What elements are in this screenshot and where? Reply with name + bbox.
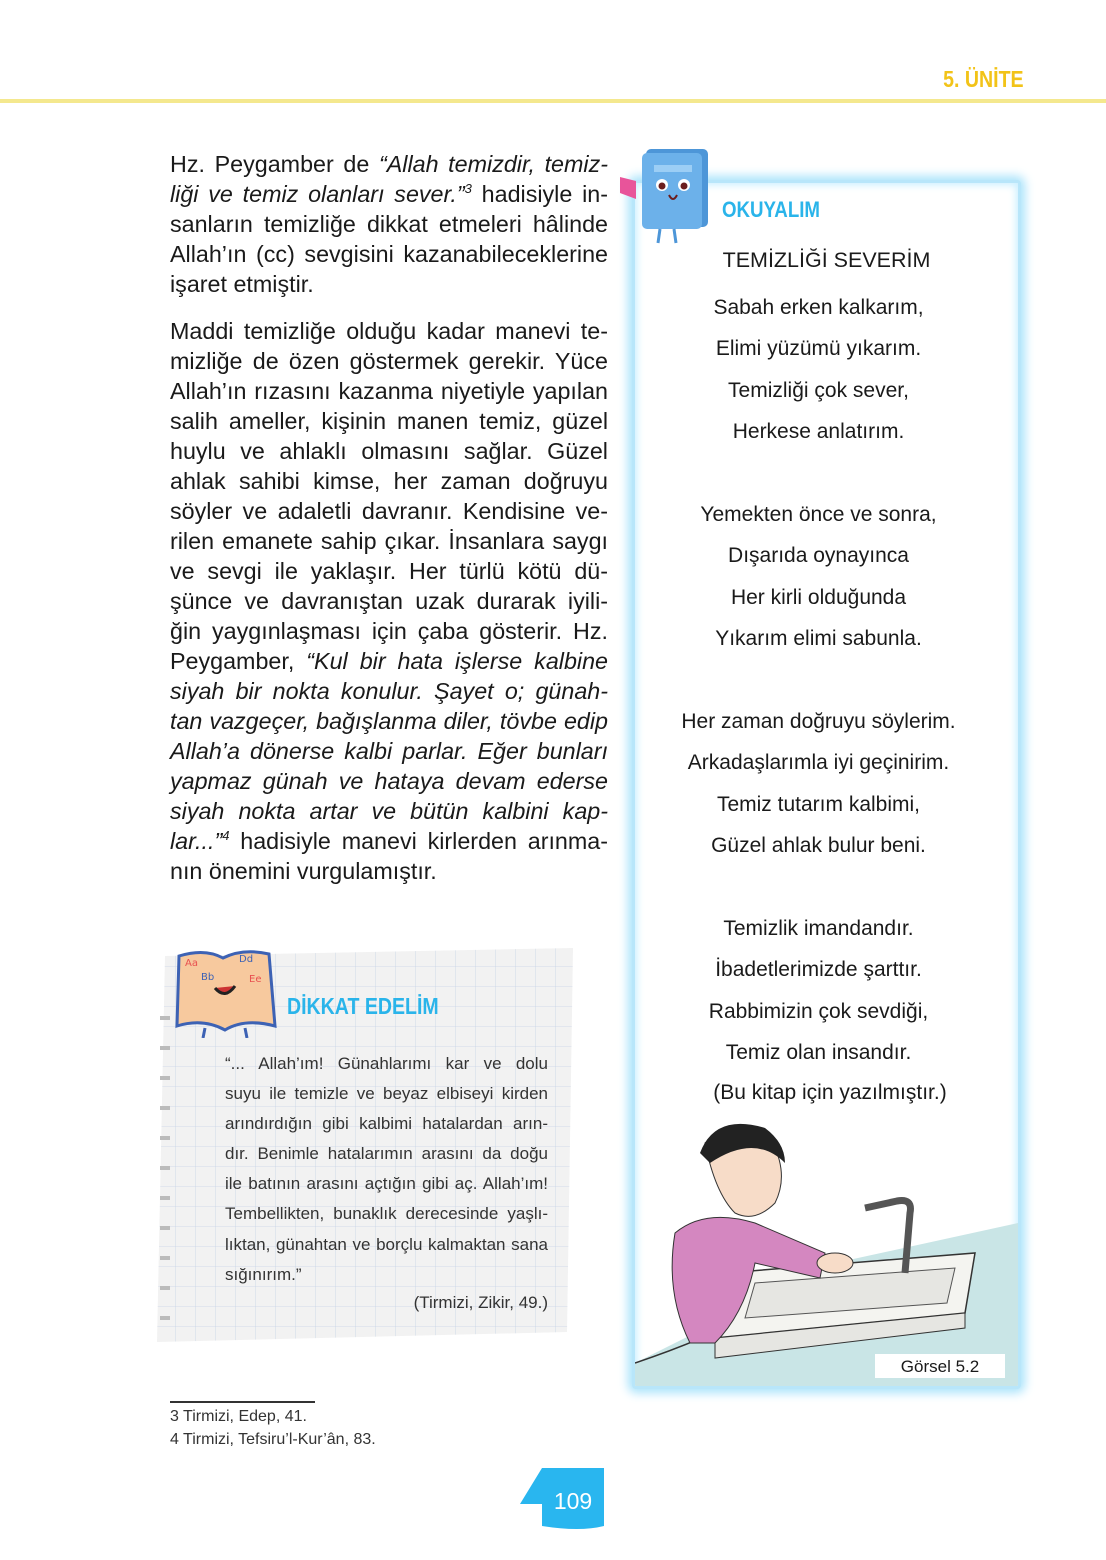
quote-source: (Tirmizi, Zikir, 49.)	[413, 1293, 548, 1312]
header-rule	[0, 99, 1106, 103]
text-line	[170, 239, 608, 269]
text-segment: ahlak sahibi kimse, her zaman doğruyu	[170, 468, 608, 494]
text-line	[170, 269, 608, 299]
footnote-ref: 3	[464, 181, 472, 197]
svg-text:Dd: Dd	[239, 954, 254, 965]
text-segment: “Kul bir hata işlerse kalbine	[306, 648, 608, 674]
text-line	[170, 406, 608, 436]
poem	[632, 291, 1005, 1077]
poem-line: Temizliği çok sever,	[728, 378, 909, 402]
text-line	[170, 496, 608, 526]
text-line	[170, 149, 608, 179]
body-text	[170, 149, 608, 903]
quote-line: lıktan, günahtan ve borçlu kalmaktan sana	[225, 1234, 548, 1254]
alphabet-book-mascot-icon	[165, 948, 285, 1038]
text-segment: siyah nokta artar ve bütün kalbini kap-	[170, 798, 608, 824]
svg-text:Aa: Aa	[185, 958, 198, 969]
poem-line: Dışarıda oynayınca	[728, 544, 909, 568]
footnote-4: 4 Tirmizi, Tefsiru’l-Kur’ân, 83.	[170, 1431, 376, 1448]
text-segment: Allah’ın rızasını kazanma niyetiyle yapılan	[170, 378, 608, 404]
quote-line: arındırdığın gibi kalbimi hatalardan arın-	[225, 1114, 548, 1134]
poem-line: Güzel ahlak bulur beni.	[711, 834, 926, 858]
text-segment: liği ve temiz olanları sever.”	[170, 181, 465, 207]
poem-line: Her kirli olduğunda	[730, 585, 907, 609]
text-line	[170, 676, 608, 706]
text-segment: yapmaz günah ve hataya devam ederse	[170, 768, 608, 794]
text-line	[170, 766, 608, 796]
text-segment: nın önemini vurgulamıştır.	[170, 858, 437, 884]
text-segment: ğin yaygınlaşması için çaba gösterir. Hz.	[170, 618, 608, 644]
poem-line: İbadetlerimizde şarttır.	[715, 958, 922, 982]
text-line	[170, 826, 608, 856]
text-line	[170, 346, 608, 376]
text-line	[170, 616, 608, 646]
dikkat-edelim-label: DİKKAT EDELİM	[287, 993, 439, 1019]
text-segment: sanların temizliğe dikkat etmeleri hâlinde	[170, 211, 608, 237]
poem-note: (Bu kitap için yazılmıştır.)	[713, 1081, 947, 1104]
poem-line: Rabbimizin çok sevdiği,	[708, 999, 929, 1023]
poem-line: Arkadaşlarımla iyi geçinirim.	[687, 751, 950, 775]
poem-line: Sabah erken kalkarım,	[713, 296, 924, 319]
page-number: 109	[553, 1488, 593, 1514]
paragraph	[170, 149, 608, 299]
text-segment: salih ameller, kişinin manen temiz, güzel	[170, 408, 608, 434]
text-line	[170, 526, 608, 556]
text-line	[170, 179, 608, 209]
text-segment: işaret etmiştir.	[170, 271, 314, 297]
text-segment: şünce ve davranıştan uzak durarak iyili-	[170, 588, 608, 614]
text-segment: Hz. Peygamber de	[170, 151, 379, 177]
text-line	[170, 796, 608, 826]
poem-line: Yıkarım elimi sabunla.	[715, 627, 922, 651]
poem-line: Yemekten önce ve sonra,	[700, 502, 937, 526]
text-segment: Maddi temizliğe olduğu kadar manevi te-	[170, 318, 608, 344]
book-mascot-icon	[618, 145, 714, 245]
poem-line: Temizlik imandandır.	[723, 916, 914, 940]
unit-label: 5. ÜNİTE	[943, 66, 1024, 92]
text-line	[170, 856, 608, 886]
text-segment: Allah’ın (cc) sevgisini kazanabileceklerine	[170, 241, 608, 267]
text-segment: Peygamber,	[170, 648, 307, 674]
quote-line: “... Allah’ım! Günahlarımı kar ve dolu	[225, 1054, 548, 1073]
quote-line: ile batının arasını açtığın gibi aç. Allah’ım!	[225, 1174, 548, 1194]
poem-line: Temiz olan insandır.	[725, 1041, 912, 1065]
text-segment: huylu ve ahlaklı olmasını sağlar. Güzel	[170, 438, 608, 464]
girl-washing-hands-illustration	[635, 1113, 1018, 1386]
text-segment: rilen emanete sahip çıkar. İnsanlara saygı	[170, 528, 608, 554]
text-segment: söyler ve adaletli davranır. Kendisine ve-	[170, 498, 608, 524]
text-segment: Allah’a dönerse kalbi parlar. Eğer bunları	[170, 738, 608, 764]
text-line	[170, 466, 608, 496]
text-line	[170, 556, 608, 586]
quote-line: dır. Benimle hatalarımın arasını da doğu	[225, 1144, 548, 1164]
figure-caption: Görsel 5.2	[875, 1354, 1005, 1378]
text-segment: mizliğe de özen göstermek gerekir. Yüce	[170, 348, 608, 374]
poem-line: Elimi yüzümü yıkarım.	[715, 337, 922, 361]
footnote-ref: 4	[222, 828, 230, 844]
quote-line: sığınırım.”	[225, 1264, 302, 1284]
svg-text:Ee: Ee	[249, 974, 262, 985]
footnote-divider	[170, 1401, 315, 1403]
poem-title: TEMİZLİĞİ SEVERİM	[722, 248, 931, 272]
quote-line: Tembellikten, bunaklık derecesinde yaşlı-	[225, 1204, 548, 1224]
text-segment: hadisiyle manevi kirlerden arınma-	[229, 828, 608, 854]
text-segment: tan vazgeçer, bağışlanma diler, tövbe edip	[170, 708, 608, 734]
poem-line: Temiz tutarım kalbimi,	[716, 792, 921, 816]
text-line	[170, 646, 608, 676]
dikkat-quote	[225, 1049, 548, 1290]
poem-line: Her zaman doğruyu söylerim.	[681, 709, 956, 733]
text-line	[170, 376, 608, 406]
okuyalim-label: OKUYALIM	[722, 197, 821, 222]
svg-text:Bb: Bb	[201, 972, 215, 983]
text-segment: ve sevgi ile yaklaşır. Her türlü kötü dü-	[170, 558, 608, 584]
text-line	[170, 436, 608, 466]
text-line	[170, 706, 608, 736]
quote-line: suyu ile temizle ve beyaz elbiseyi kirden	[225, 1084, 548, 1104]
footnote-3: 3 Tirmizi, Edep, 41.	[170, 1408, 307, 1425]
text-segment: “Allah temizdir, temiz-	[378, 151, 608, 177]
text-line	[170, 586, 608, 616]
text-segment: siyah bir nokta konulur. Şayet o; günah-	[170, 678, 608, 704]
text-segment: hadisiyle in-	[471, 181, 608, 207]
text-line	[170, 736, 608, 766]
text-line	[170, 209, 608, 239]
poem-line: Herkese anlatırım.	[732, 420, 905, 444]
paragraph	[170, 316, 608, 886]
text-segment: lar...”	[170, 828, 223, 854]
text-line	[170, 316, 608, 346]
